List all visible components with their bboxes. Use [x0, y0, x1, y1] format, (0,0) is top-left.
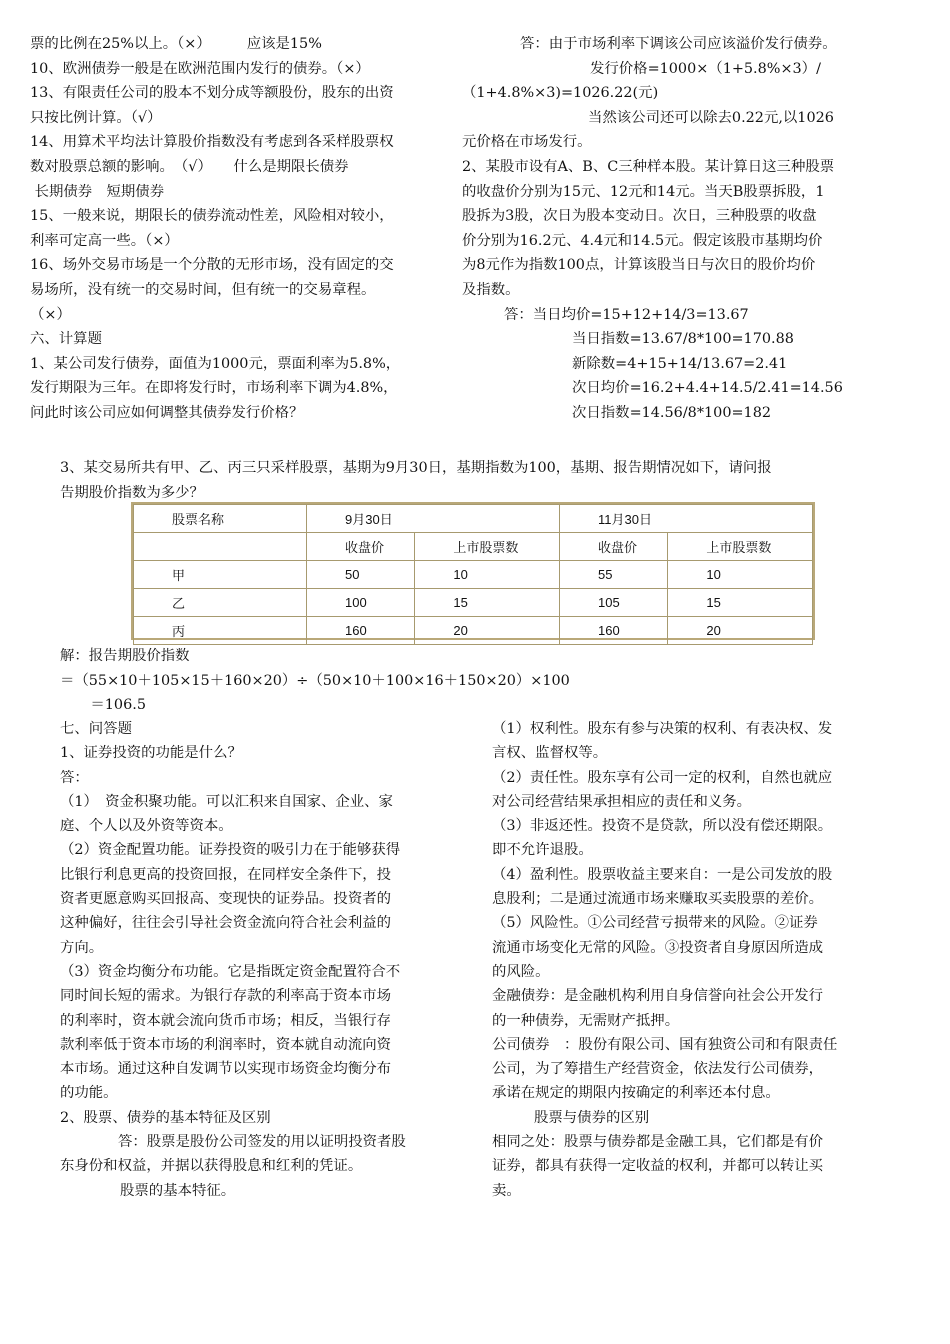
- table-header-row: [134, 505, 813, 533]
- text-line: （2）责任性。股东享有公司一定的权利，自然也就应: [492, 769, 833, 786]
- text-line: 本市场。通过这种自发调节以实现市场资金均衡分布: [60, 1061, 391, 1078]
- table-header-cell: 上市股票数: [668, 533, 813, 561]
- answer-line: 答：: [60, 769, 89, 786]
- table-cell: 乙: [134, 589, 307, 617]
- question-line: 告期股价指数为多少？: [60, 484, 204, 501]
- table-header-cell: 11月30日: [559, 505, 812, 533]
- text-line: （2）资金配置功能。证券投资的吸引力在于能够获得: [60, 842, 401, 859]
- text-line: 即不允许退股。: [492, 842, 593, 859]
- question-line: 2、股票、债券的基本特征及区别: [60, 1109, 271, 1126]
- formula-line: 次日指数=14.56/8*100=182: [572, 404, 772, 421]
- subheading: 股票的基本特征。: [120, 1182, 236, 1199]
- text-line: 只按比例计算。（√）: [30, 109, 162, 126]
- text-line: 这种偏好，往往会引导社会资金流向符合社会利益的: [60, 915, 391, 932]
- answer-line: 答：股票是股份公司签发的用以证明投资者股: [118, 1134, 406, 1151]
- text-line: 的风险。: [492, 963, 550, 980]
- text-line: （3）非返还性。投资不是贷款，所以没有偿还期限。: [492, 818, 833, 835]
- text-line: 庭、个人以及外资等资本。: [60, 818, 233, 835]
- text-line: 的功能。: [60, 1085, 118, 1102]
- table-cell: 100: [307, 589, 415, 617]
- right-top-column: [462, 32, 922, 426]
- question-line: 1、证券投资的功能是什么？: [60, 745, 242, 762]
- text-line: （1）权利性。股东有参与决策的权利、有表决权、发: [492, 721, 833, 737]
- text-line: 款利率低于资本市场的利润率时，资本就自动流向资: [60, 1036, 391, 1053]
- question-line: 的收盘价分别为15元、12元和14元。当天B股票拆股，1: [462, 183, 825, 200]
- text-line: 承诺在规定的期限内按确定的利率还本付息。: [492, 1085, 780, 1102]
- text-line: 息股利；二是通过流通市场来赚取买卖股票的差价。: [492, 891, 823, 908]
- text-line: 卖。: [492, 1182, 521, 1199]
- text-line: 数对股票总额的影响。 （√） 什么是期限长债券: [30, 158, 349, 175]
- table-header-cell: [134, 533, 307, 561]
- right-bottom-column: [492, 717, 902, 1203]
- text-line: 易场所，没有统一的交易时间，但有统一的交易章程。: [30, 281, 376, 298]
- solution-line: ＝（55×10＋105×15＋160×20）÷（50×10＋100×16＋150×20）×100: [60, 672, 570, 689]
- table-header-cell: 股票名称: [134, 505, 307, 533]
- table-row: [134, 561, 813, 589]
- left-bottom-column: [60, 717, 460, 1203]
- subheading: 股票与债券的区别: [534, 1109, 650, 1126]
- text-line: 公司债券 ：股份有限公司、国有独资公司和有限责任: [492, 1036, 838, 1053]
- text-line: 的利率时，资本就会流向货币市场；相反，当银行存: [60, 1012, 391, 1029]
- answer-line: 元价格在市场发行。: [462, 134, 592, 151]
- table-cell: 10: [415, 561, 560, 589]
- table-row: [134, 589, 813, 617]
- text-line: 证券，都具有获得一定收益的权利，并都可以转让买: [492, 1158, 823, 1175]
- section-heading: 七、问答题: [60, 721, 132, 737]
- text-line: 金融债券：是金融机构利用自身信誉向社会公开发行: [492, 988, 823, 1005]
- text-line: 公司，为了筹措生产经营资金，依法发行公司债券，: [492, 1061, 823, 1078]
- stock-table-frame: [131, 502, 815, 640]
- text-line: （5）风险性。①公司经营亏损带来的风险。②证券: [492, 915, 818, 932]
- question-line: 股拆为3股，次日为股本变动日。次日，三种股票的收盘: [462, 208, 817, 225]
- table-header-cell: 9月30日: [307, 505, 560, 533]
- text-line: 利率可定高一些。（×）: [30, 232, 179, 249]
- question-3: [60, 456, 900, 505]
- formula-line: （1+4.8%×3)=1026.22(元): [462, 85, 659, 102]
- formula-line: 次日均价=16.2+4.4+14.5/2.41=14.56: [572, 380, 843, 397]
- table-cell: 甲: [134, 561, 307, 589]
- question-line: 为8元作为指数100点，计算该股当日与次日的股价均价: [462, 257, 816, 274]
- text-line: 16、场外交易市场是一个分散的无形市场，没有固定的交: [30, 257, 394, 274]
- left-top-column: [30, 32, 470, 426]
- text-line: 票的比例在25%以上。（×） 应该是15%: [30, 36, 322, 52]
- section-heading: 六、计算题: [30, 331, 102, 348]
- text-line: 比银行利息更高的投资回报，在同样安全条件下，投: [60, 866, 391, 883]
- table-cell: 10: [668, 561, 813, 589]
- solution-block: [60, 644, 900, 718]
- table-cell: 20: [668, 617, 813, 645]
- table-header-cell: 上市股票数: [415, 533, 560, 561]
- table-header-row: [134, 533, 813, 561]
- text-line: 对公司经营结果承担相应的责任和义务。: [492, 793, 752, 810]
- table-cell: 20: [415, 617, 560, 645]
- question-line: 2、某股市设有A、B、C三种样本股。某计算日这三种股票: [462, 158, 835, 175]
- table-header-cell: 收盘价: [559, 533, 667, 561]
- table-row: [134, 617, 813, 645]
- table-cell: 50: [307, 561, 415, 589]
- table-cell: 15: [668, 589, 813, 617]
- text-line: （3）资金均衡分布功能。它是指既定资金配置符合不: [60, 963, 401, 980]
- question-line: 3、某交易所共有甲、乙、丙三只采样股票，基期为9月30日，基期指数为100，基期、报告期情况如下，请问报: [60, 460, 772, 476]
- table-cell: 55: [559, 561, 667, 589]
- text-line: 1、某公司发行债券，面值为1000元，票面利率为5.8%，: [30, 355, 401, 372]
- text-line: 同时间长短的需求。为银行存款的利率高于资本市场: [60, 988, 391, 1005]
- formula-line: 当日指数=13.67/8*100=170.88: [572, 331, 794, 348]
- question-line: 价分别为16.2元、4.4元和14.5元。假定该股市基期均价: [462, 232, 823, 249]
- text-line: （1） 资金积聚功能。可以汇积来自国家、企业、家: [60, 793, 393, 810]
- text-line: 的一种债券，无需财产抵押。: [492, 1012, 680, 1029]
- answer-line: 当然该公司还可以除去0.22元,以1026: [588, 109, 834, 126]
- table-header-cell: 收盘价: [307, 533, 415, 561]
- text-line: 14、用算术平均法计算股价指数没有考虑到各采样股票权: [30, 134, 394, 151]
- table-cell: 15: [415, 589, 560, 617]
- answer-line: 答：当日均价=15+12+14/3=13.67: [504, 306, 749, 323]
- text-line: （×）: [30, 306, 71, 323]
- text-line: 发行期限为三年。在即将发行时，市场利率下调为4.8%，: [30, 380, 398, 397]
- text-line: 问此时该公司应如何调整其债券发行价格？: [30, 404, 304, 421]
- text-line: 10、欧洲债券一般是在欧洲范围内发行的债券。（×）: [30, 60, 370, 77]
- text-line: 长期债券 短期债券: [30, 183, 165, 200]
- text-line: 方向。: [60, 939, 104, 956]
- text-line: 言权、监督权等。: [492, 745, 608, 762]
- text-line: （4）盈利性。股票收益主要来自：一是公司发放的股: [492, 866, 833, 883]
- formula-line: 发行价格=1000×（1+5.8%×3）/: [590, 60, 821, 77]
- table-cell: 160: [307, 617, 415, 645]
- answer-line: 东身份和权益，并据以获得股息和红利的凭证。: [60, 1158, 363, 1175]
- text-line: 流通市场变化无常的风险。③投资者自身原因所造成: [492, 939, 823, 956]
- text-line: 15、一般来说，期限长的债券流动性差，风险相对较小，: [30, 208, 394, 225]
- solution-line: 解：报告期股价指数: [60, 648, 190, 664]
- table-cell: 160: [559, 617, 667, 645]
- stock-table: [133, 504, 813, 645]
- answer-line: 答：由于市场利率下调该公司应该溢价发行债券。: [520, 36, 837, 52]
- text-line: 13、有限责任公司的股本不划分成等额股份，股东的出资: [30, 85, 394, 102]
- question-line: 及指数。: [462, 281, 520, 298]
- table-cell: 丙: [134, 617, 307, 645]
- text-line: 资者更愿意购买回报高、变现快的证券品。投资者的: [60, 891, 391, 908]
- table-cell: 105: [559, 589, 667, 617]
- solution-line: ＝106.5: [76, 697, 146, 714]
- formula-line: 新除数=4+15+14/13.67=2.41: [572, 355, 788, 372]
- text-line: 相同之处：股票与债券都是金融工具，它们都是有价: [492, 1134, 823, 1151]
